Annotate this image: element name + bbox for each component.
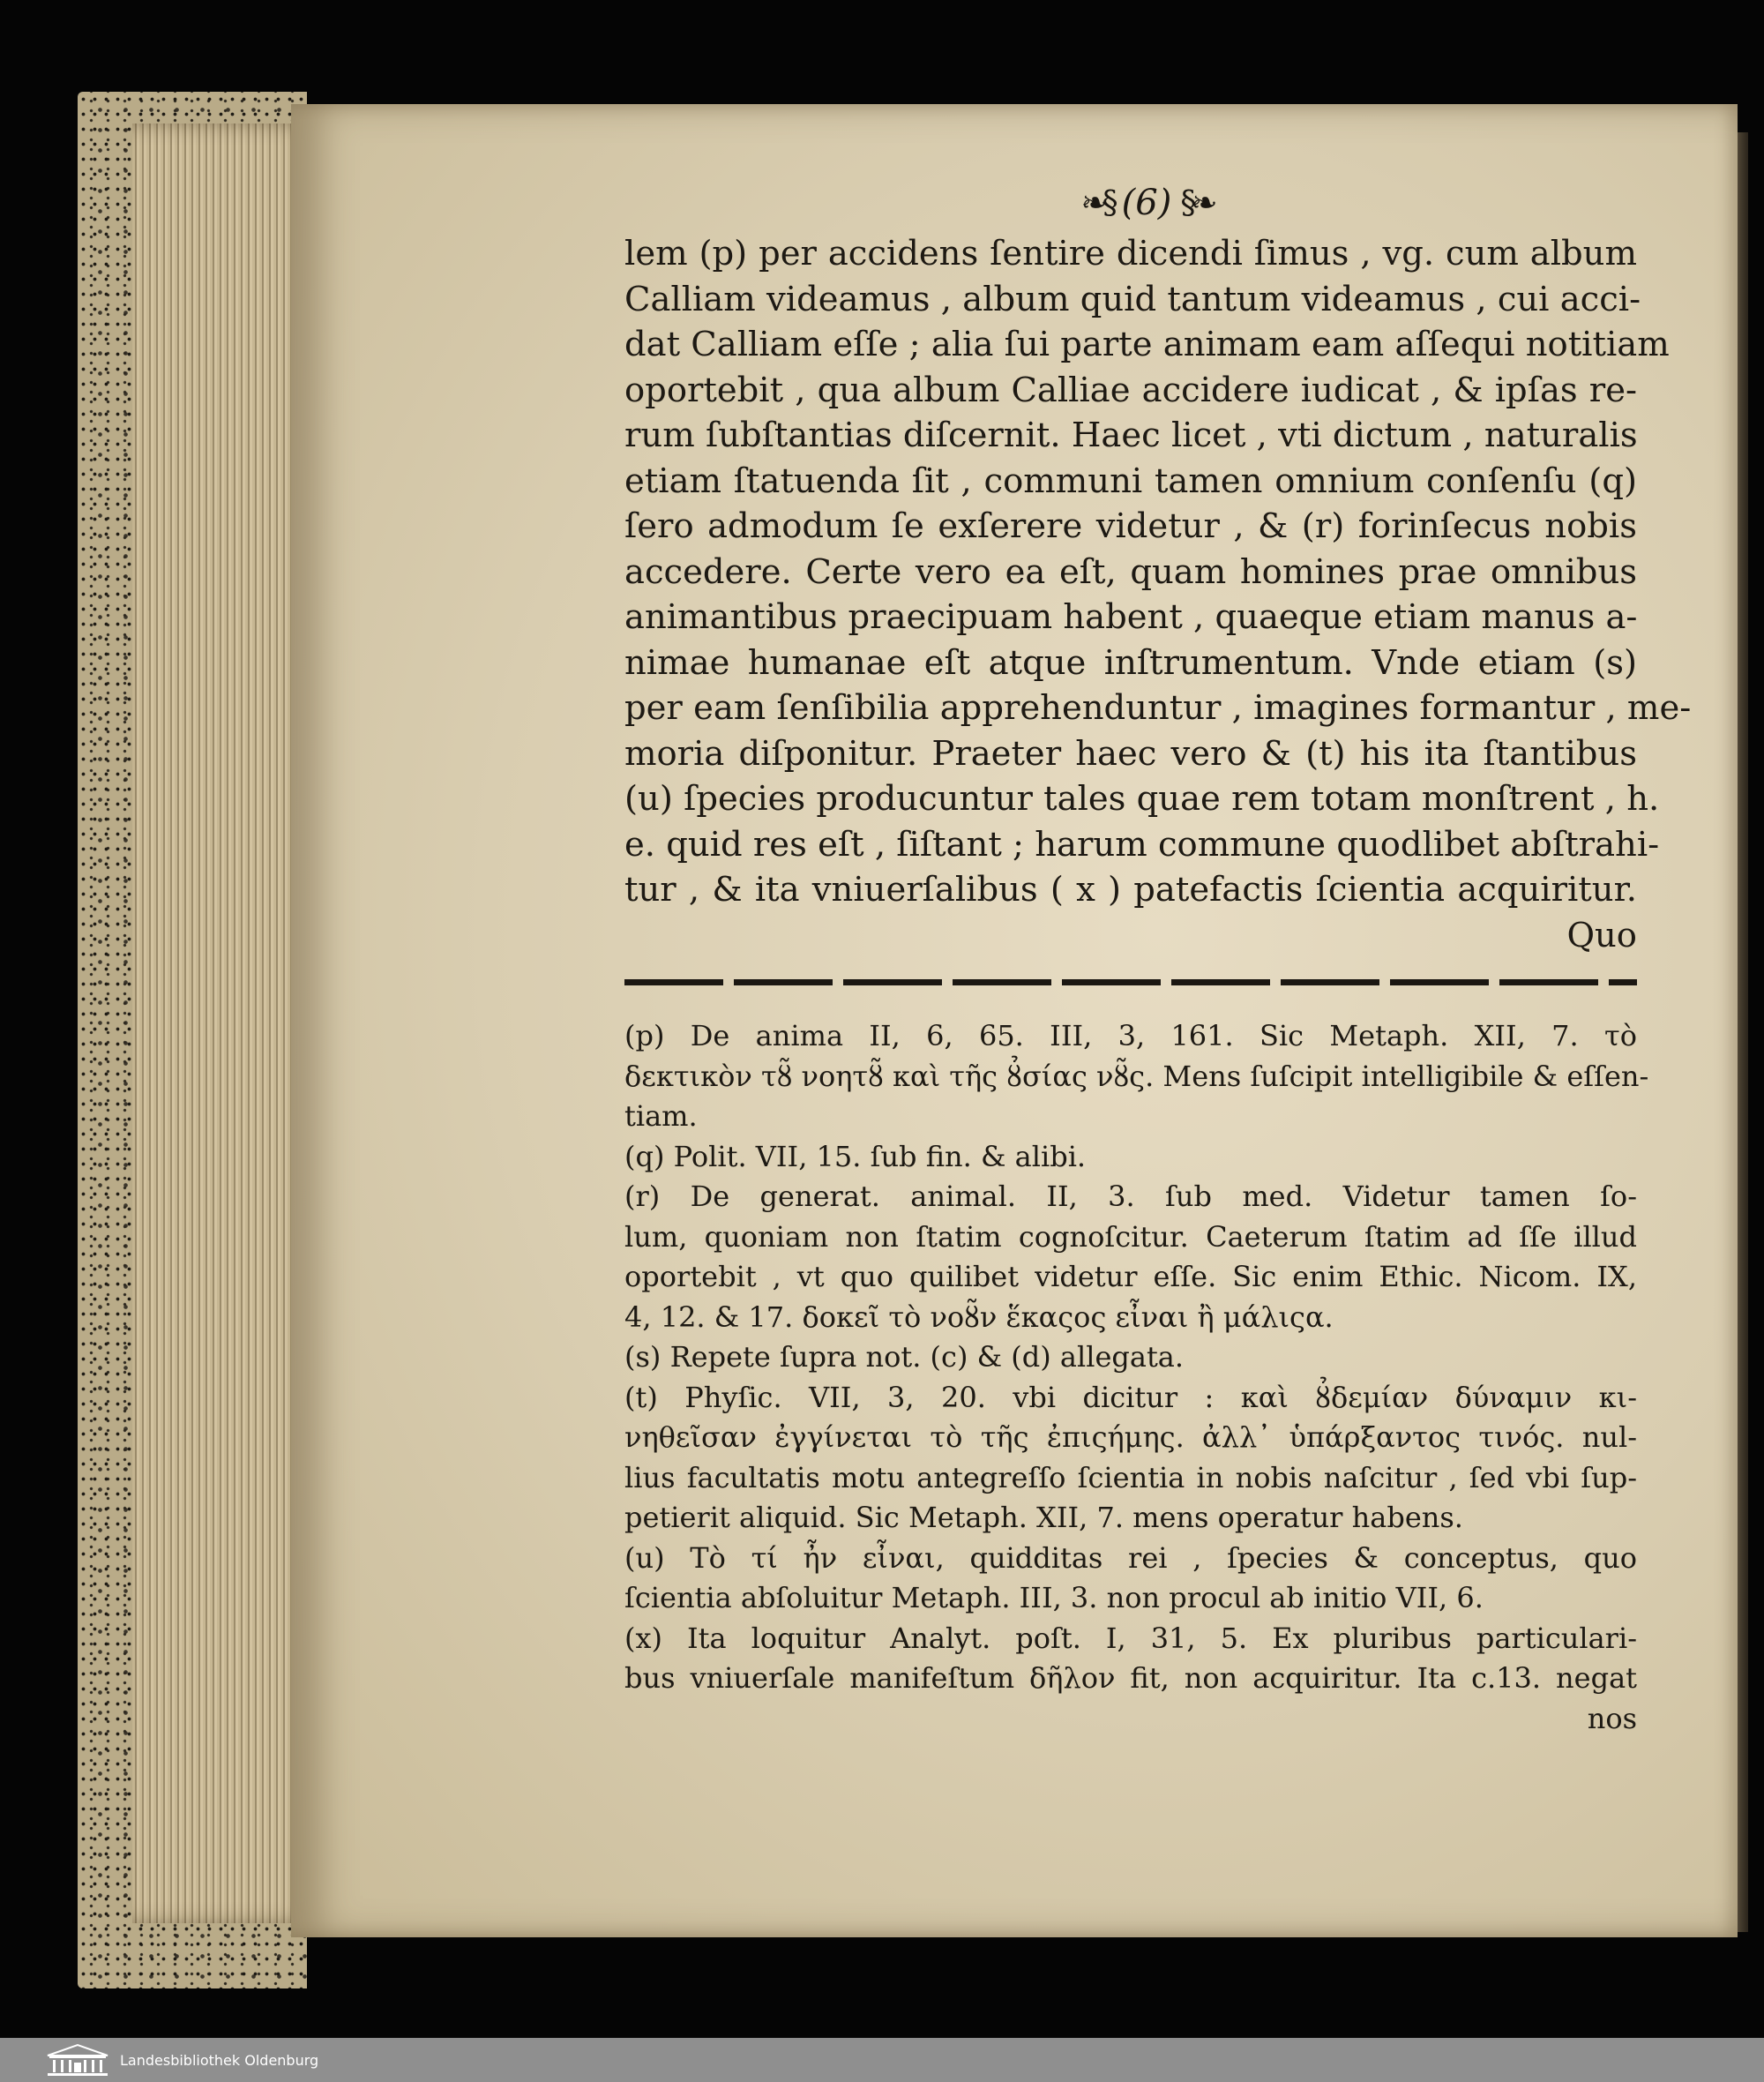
catchword: Quo: [1566, 916, 1637, 955]
footnote-line: (q) Polit. VII, 15. ſub fin. & alibi.: [624, 1139, 1087, 1173]
library-building-icon: [46, 2043, 109, 2077]
main-line: per eam ſenſibilia apprehenduntur , imagines formantur , me-: [624, 688, 1692, 728]
footnote-line: (t) Phyſic. VII, 3, 20. vbi dicitur : καὶ ȣ̉δεμίαν δύναμιν κι-: [624, 1380, 1637, 1414]
ornament-right-icon: §❧: [1180, 184, 1213, 221]
footnote-line: (s) Repete ſupra not. (c) & (d) allegata.: [624, 1340, 1185, 1374]
page-edges: [132, 124, 318, 1923]
footnote-line: ſcientia abſoluitur Metaph. III, 3. non procul ab initio VII, 6.: [624, 1581, 1484, 1614]
main-line: lem (p) per accidens ſentire dicendi ſimus , vg. cum album: [624, 234, 1637, 273]
main-line: (u) ſpecies producuntur tales quae rem totam monſtrent , h.: [624, 779, 1660, 819]
ornament-left-icon: ❧§: [1080, 184, 1113, 221]
footnote-catchword: nos: [1587, 1701, 1637, 1735]
footnote-line: (u) Τὸ τί ἦν εἶναι, quidditas rei , ſpecies & conceptus, quo: [624, 1540, 1637, 1575]
main-line: accedere. Certe vero ea eſt, quam homines prae omnibus: [624, 551, 1637, 592]
main-line: nimae humanae eſt atque inſtrumentum. Vnde etiam (s): [624, 642, 1637, 683]
main-line: animantibus praecipuam habent , quaeque etiam manus a-: [624, 597, 1638, 637]
footnote-divider-rule: [624, 979, 1637, 985]
footnote-line: (r) De generat. animal. II, 3. ſub med. Videtur tamen ſo-: [624, 1180, 1637, 1213]
main-line: rum ſubſtantias diſcernit. Haec licet , vti dictum , naturalis: [624, 416, 1638, 455]
footnote-line: bus vniuerſale manifeſtum δῆλον fit, non acquiritur. Ita c.13. negat: [624, 1661, 1637, 1695]
footnote-line: νηθεῖσαν ἐγγίνεται τὸ τῆς ἐπιςήμης. ἀλλ᾽ ὑπάρξαντος τινός. nul-: [624, 1420, 1637, 1454]
footnote-line: lius facultatis motu antegreſſo ſcientia in nobis naſcitur , ſed vbi ſup-: [624, 1460, 1637, 1494]
library-name: Landesbibliothek Oldenburg: [120, 2051, 319, 2069]
footnote-line: oportebit , vt quo quilibet videtur eſſe. Sic enim Ethic. Nicom. IX,: [624, 1260, 1637, 1293]
main-line: oportebit , qua album Calliae accidere iudicat , & ipſas re-: [624, 370, 1637, 410]
main-line: tur , & ita vniuerſalibus ( x ) patefactis ſcientia acquiritur.: [624, 870, 1637, 910]
footnote-line: petierit aliquid. Sic Metaph. XII, 7. mens operatur habens.: [624, 1501, 1463, 1534]
main-line: moria diſponitur. Praeter haec vero & (t) his ita ſtantibus: [624, 733, 1637, 774]
page-number: (6): [1121, 183, 1172, 223]
library-footer-bar: [0, 2038, 1764, 2082]
footnote-line: (p) De anima II, 6, 65. III, 3, 161. Sic Metaph. XII, 7. τὸ: [624, 1019, 1637, 1052]
footnote-line: (x) Ita loquitur Analyt. poſt. I, 31, 5. Ex pluribus particulari-: [624, 1621, 1637, 1655]
main-line: e. quid res eſt , ſiſtant ; harum commune quodlibet abſtrahi-: [624, 824, 1660, 865]
main-line: etiam ſtatuenda ſit , communi tamen omnium conſenſu (q): [624, 461, 1637, 501]
footnote-line: 4, 12. & 17. δοκεῖ τὸ νοȣ̃ν ἕκαςος εἶναι ἢ μάλιςα.: [624, 1299, 1334, 1334]
main-text: [624, 231, 1692, 913]
footnote-line: tiam.: [624, 1099, 698, 1133]
footnote-line: lum, quoniam non ſtatim cognoſcitur. Caeterum ſtatim ad ſſe illud: [624, 1219, 1637, 1254]
page-header: [1041, 176, 1252, 229]
footnote-line: δεκτικὸν τȣ̃ νοητȣ̃ καὶ τῆς ȣ̉σίας νȣ̃ς. Mens ſuſcipit intelligibile & eſſen-: [624, 1059, 1649, 1093]
footnotes: [624, 1016, 1649, 1739]
main-line: ſero admodum ſe exſerere videtur , & (r) forinſecus nobis: [624, 506, 1637, 546]
main-line: dat Calliam eſſe ; alia ſui parte animam eam aſſequi notitiam: [624, 325, 1670, 364]
main-line: Calliam videamus , album quid tantum videamus , cui acci-: [624, 279, 1641, 319]
